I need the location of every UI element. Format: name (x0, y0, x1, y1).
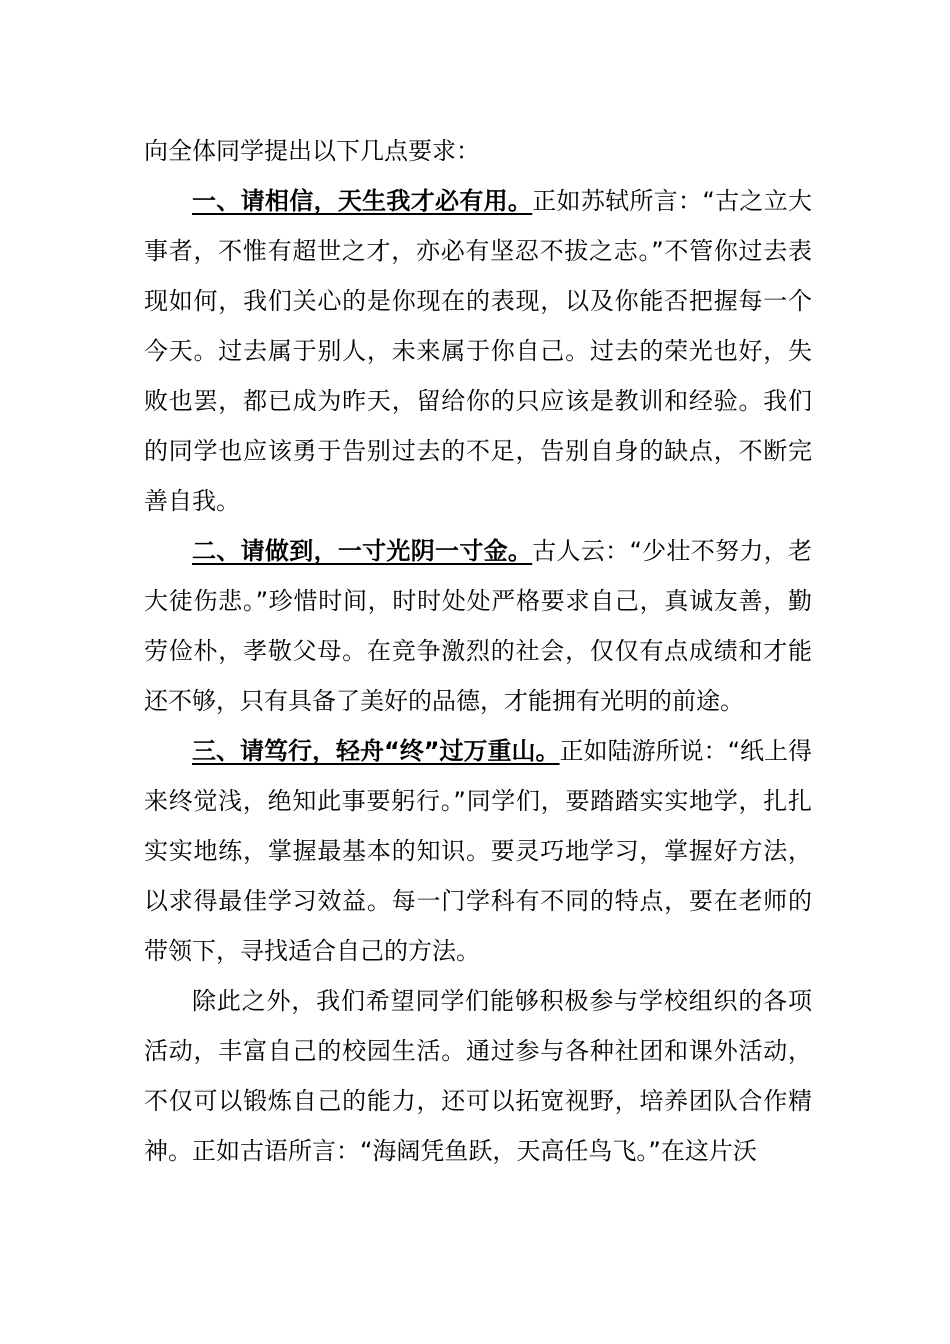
document-page (144, 126, 812, 1176)
point-body-1: 正如苏轼所言：“古之立大事者，不惟有超世之才，亦必有坚忍不拔之志。”不管你过去表现如何，我们关心的是你现在的表现，以及你能否把握每一个今天。过去属于别人，未来属于你自己。过去的荣光也好，失败也罢，都已成为昨天，留给你的只应该是教训和经验。我们的同学也应该勇于告别过去的不足，告别自身的缺点，不断完善自我。 (144, 187, 812, 515)
point-heading-2: 二、请做到，一寸光阴一寸金。 (192, 537, 533, 565)
point-body-3: 正如陆游所说：“纸上得来终觉浅，绝知此事要躬行。”同学们，要踏踏实实地学，扎扎实实地练，掌握最基本的知识。要灵巧地学习，掌握好方法，以求得最佳学习效益。每一门学科有不同的特点，要在老师的带领下，寻找适合自己的方法。 (144, 737, 813, 965)
point-body-2: 古人云：“少壮不努力，老大徒伤悲。”珍惜时间，时时处处严格要求自己，真诚友善，勤劳俭朴，孝敬父母。在竞争激烈的社会，仅仅有点成绩和才能还不够，只有具备了美好的品德，才能拥有光明的前途。 (144, 537, 812, 715)
point-heading-1: 一、请相信，天生我才必有用。 (192, 187, 533, 215)
point-heading-3: 三、请笃行，轻舟“终”过万重山。 (192, 737, 560, 765)
intro-paragraph: 向全体同学提出以下几点要求： (144, 137, 480, 165)
point-paragraph-3 (144, 726, 812, 976)
closing-paragraph: 除此之外，我们希望同学们能够积极参与学校组织的各项活动，丰富自己的校园生活。通过参与各种社团和课外活动，不仅可以锻炼自己的能力，还可以拓宽视野，培养团队合作精神。正如古语所言：“海阔凭鱼跃，天高任鸟飞。”在这片沃 (144, 987, 812, 1165)
point-paragraph-2 (144, 526, 812, 726)
point-paragraph-1 (144, 176, 812, 526)
